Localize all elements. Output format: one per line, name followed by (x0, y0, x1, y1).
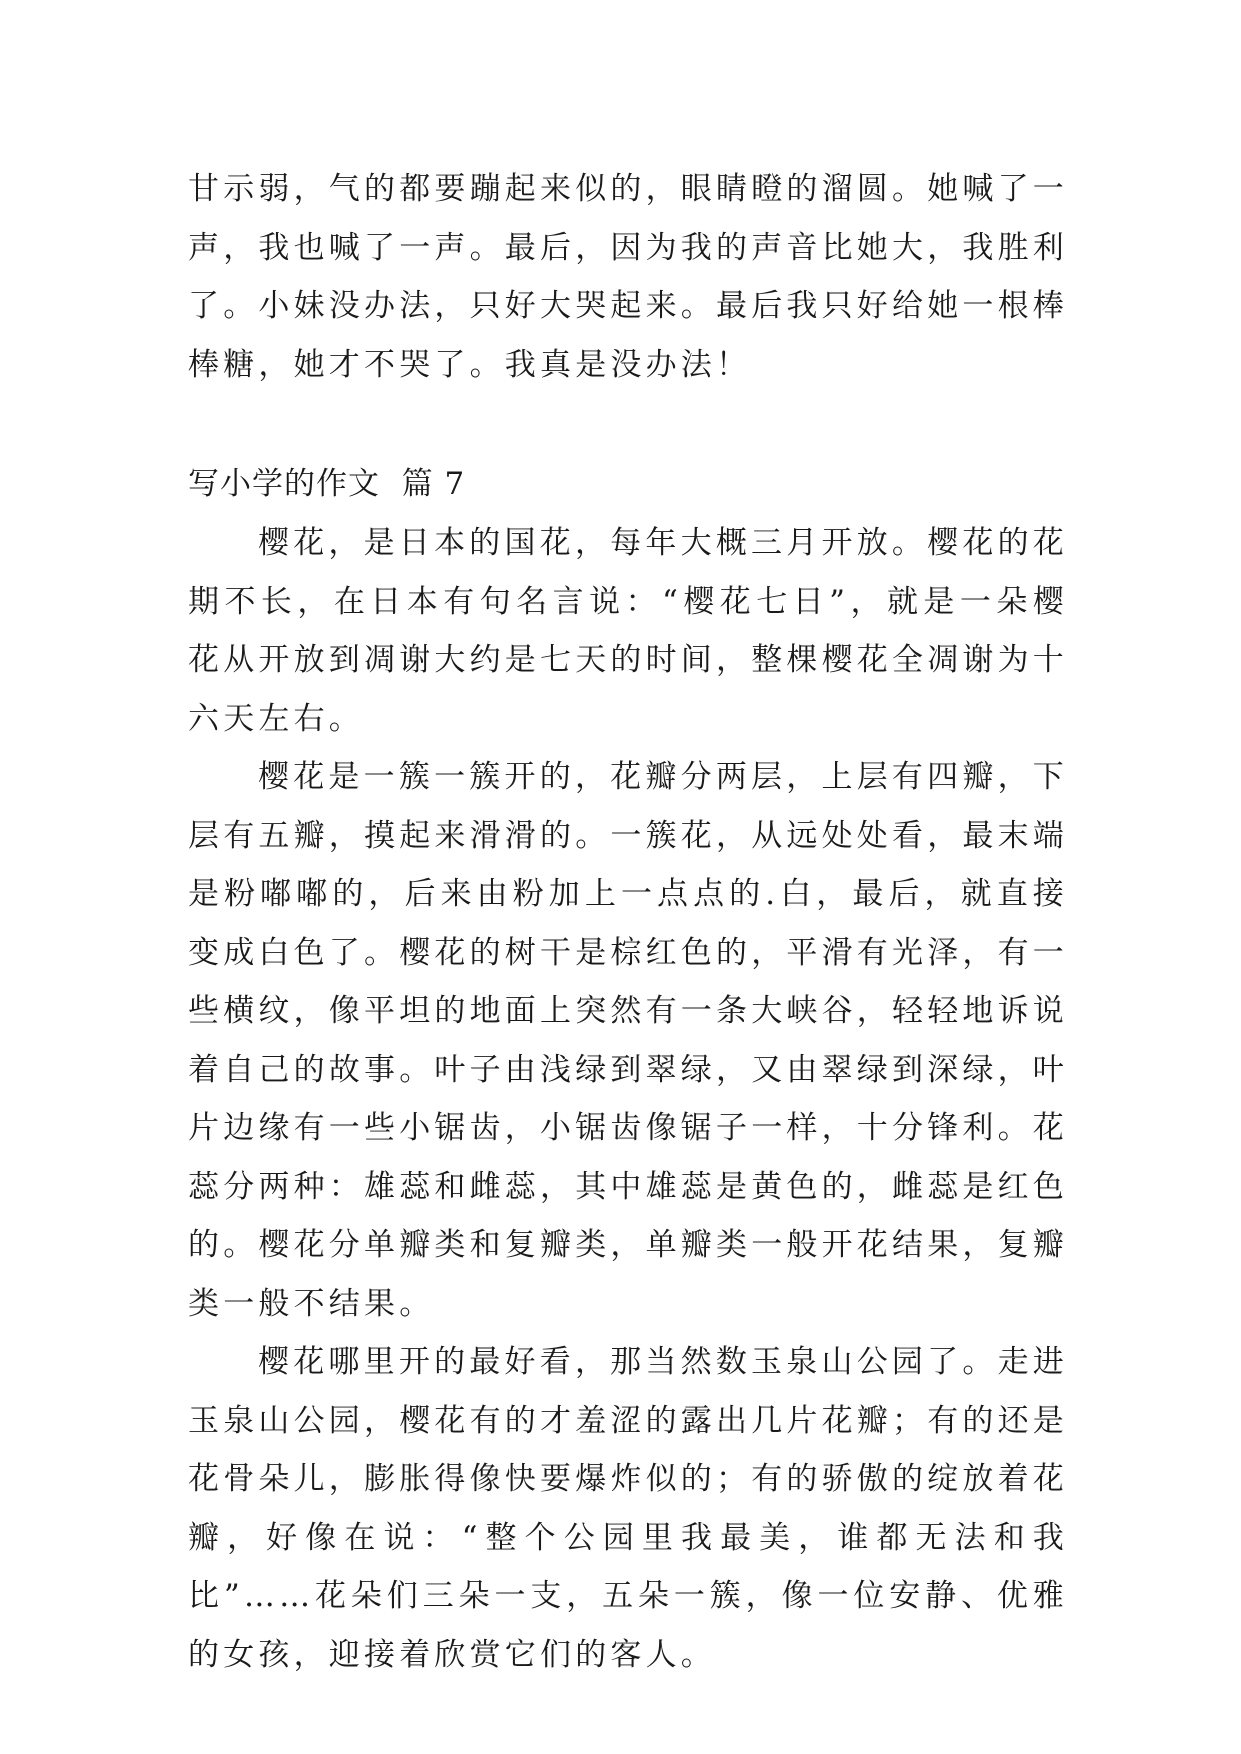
paragraph-park: 樱花哪里开的最好看，那当然数玉泉山公园了。走进玉泉山公园，樱花有的才羞涩的露出几片花瓣；有的还是花骨朵儿，膨胀得像快要爆炸似的；有的骄傲的绽放着花瓣，好像在说：“整个公园里我最美，谁都无法和我比”……花朵们三朵一支，五朵一簇，像一位安静、优雅的女孩，迎接着欣赏它们的客人。 (188, 1344, 1068, 1673)
paragraph-continued: 甘示弱，气的都要蹦起来似的，眼睛瞪的溜圆。她喊了一声，我也喊了一声。最后，因为我的声音比她大，我胜利了。小妹没办法，只好大哭起来。最后我只好给她一根棒棒糖，她才不哭了。我真是没办法！ (188, 171, 1068, 383)
paragraph-description: 樱花是一簇一簇开的，花瓣分两层，上层有四瓣，下层有五瓣，摸起来滑滑的。一簇花，从远处处看，最末端是粉嘟嘟的，后来由粉加上一点点的.白，最后，就直接变成白色了。樱花的树干是棕红色的，平滑有光泽，有一些横纹，像平坦的地面上突然有一条大峡谷，轻轻地诉说着自己的故事。叶子由浅绿到翠绿，又由翠绿到深绿，叶片边缘有一些小锯齿，小锯齿像锯子一样，十分锋利。花蕊分两种：雄蕊和雌蕊，其中雄蕊是黄色的，雌蕊是红色的。樱花分单瓣类和复瓣类，单瓣类一般开花结果，复瓣类一般不结果。 (188, 759, 1068, 1322)
paragraph-intro: 樱花，是日本的国花，每年大概三月开放。樱花的花期不长，在日本有句名言说：“樱花七日”，就是一朵樱花从开放到凋谢大约是七天的时间，整棵樱花全凋谢为十六天左右。 (188, 525, 1068, 737)
section-heading: 写小学的作文 篇 7 (188, 466, 466, 502)
document-body (188, 160, 1068, 1684)
